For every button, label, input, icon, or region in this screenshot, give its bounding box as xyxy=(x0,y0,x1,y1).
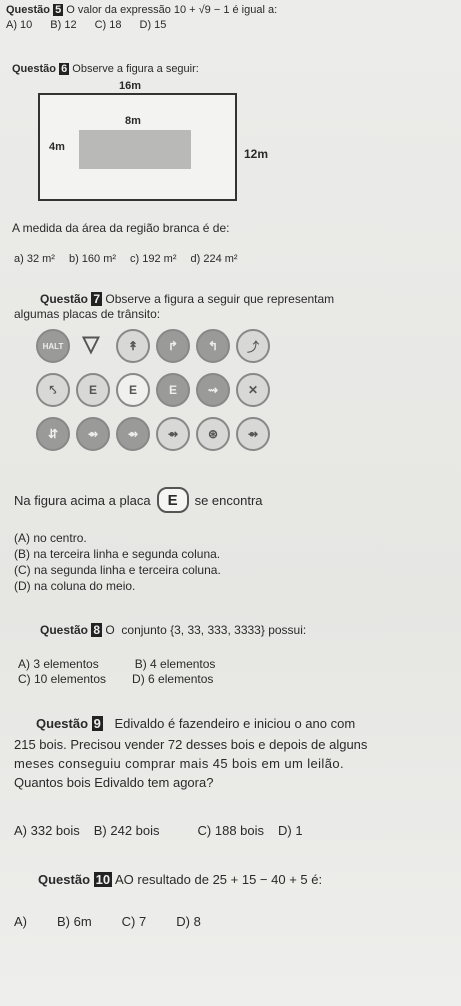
q10-option-b[interactable]: B) 6m xyxy=(57,914,92,929)
sign-r2-6: ✕ xyxy=(236,373,270,407)
question-7-sentence xyxy=(14,487,263,513)
q9-option-a[interactable]: A) 332 bois xyxy=(14,823,80,838)
q6-option-d[interactable]: d) 224 m² xyxy=(190,253,238,265)
q10-option-c[interactable]: C) 7 xyxy=(121,914,147,929)
sign-r3-6: ⇴ xyxy=(236,417,270,451)
question-9-text-2: 215 bois. Precisou vender 72 desses bois e depois de alguns xyxy=(14,737,368,752)
q8-option-c[interactable]: C) 10 elementos xyxy=(18,672,107,686)
question-10 xyxy=(38,872,322,887)
q9-option-d[interactable]: D) 1 xyxy=(278,823,303,838)
sign-r2-3-e: E xyxy=(116,373,150,407)
q7-option-b[interactable]: (B) na terceira linha e segunda coluna. xyxy=(14,547,221,561)
question-8-text: O conjunto {3, 33, 333, 3333} possui: xyxy=(105,623,307,637)
question-10-text: AO resultado de 25 + 15 − 40 + 5 é: xyxy=(115,872,323,887)
sign-r2-4: E xyxy=(156,373,190,407)
q7-sentence-after: se encontra xyxy=(194,492,263,508)
question-8-prefix: Questão xyxy=(40,623,89,637)
question-6 xyxy=(12,63,199,75)
sign-r1-4: ↱ xyxy=(156,329,190,363)
q7-option-a[interactable]: (A) no centro. xyxy=(14,531,87,545)
question-7-text-2: algumas placas de trânsito: xyxy=(14,307,161,321)
question-7-prefix: Questão xyxy=(40,292,89,306)
question-6-text: Observe a figura a seguir: xyxy=(72,63,199,75)
sign-r3-2: ⇴ xyxy=(76,417,110,451)
sign-r2-5: ⇝ xyxy=(196,373,230,407)
question-10-number: 10 xyxy=(95,872,111,887)
fig-label-left: 4m xyxy=(49,141,65,153)
q8-option-a[interactable]: A) 3 elementos xyxy=(18,657,99,671)
q9-option-c[interactable]: C) 188 bois xyxy=(197,823,265,838)
question-10-options xyxy=(14,914,201,929)
question-8 xyxy=(40,623,306,637)
question-5 xyxy=(6,4,277,16)
q6-option-b[interactable]: b) 160 m² xyxy=(68,253,117,265)
question-9-options xyxy=(14,823,303,838)
sign-r3-5: ⊛ xyxy=(196,417,230,451)
q5-option-b[interactable]: B) 12 xyxy=(50,19,77,31)
question-7-options xyxy=(14,530,221,594)
question-7-text: Observe a figura a seguir que representam xyxy=(105,292,335,306)
q5-option-c[interactable]: C) 18 xyxy=(94,19,122,31)
question-9-number: 9 xyxy=(93,716,101,731)
sign-r1-3: ↟ xyxy=(116,329,150,363)
sign-yield-triangle: ▽ xyxy=(82,331,100,356)
question-6-options xyxy=(14,253,238,265)
q8-option-d[interactable]: D) 6 elementos xyxy=(132,672,214,686)
question-9-text-4: Quantos bois Edivaldo tem agora? xyxy=(14,775,214,790)
question-6-number: 6 xyxy=(61,63,68,75)
question-5-options xyxy=(6,19,166,31)
sign-r1-6: ⤴ xyxy=(236,329,270,363)
question-9-text-1: Edivaldo é fazendeiro e iniciou o ano com xyxy=(114,716,356,731)
question-7-number: 7 xyxy=(93,292,101,306)
q7-option-c[interactable]: (C) na segunda linha e terceira coluna. xyxy=(14,563,221,577)
question-8-options xyxy=(18,657,215,687)
sign-r3-3: ⇴ xyxy=(116,417,150,451)
q6-option-a[interactable]: a) 32 m² xyxy=(14,253,55,265)
q8-option-b[interactable]: B) 4 elementos xyxy=(134,657,216,671)
question-5-text: O valor da expressão 10 + √9 − 1 é igual a: xyxy=(66,4,278,16)
question-6-prefix: Questão xyxy=(12,63,57,75)
q10-option-d[interactable]: D) 8 xyxy=(176,914,201,929)
fig-label-top: 16m xyxy=(119,80,142,92)
fig-label-inner: 8m xyxy=(125,115,141,127)
fig-label-right: 12m xyxy=(244,147,269,161)
question-5-number: 5 xyxy=(55,4,62,16)
inline-sign-e: E xyxy=(157,487,189,513)
sign-halt: HALT xyxy=(36,329,70,363)
sign-r2-1: ⤣ xyxy=(36,373,70,407)
sign-r1-5: ↰ xyxy=(196,329,230,363)
q5-option-d[interactable]: D) 15 xyxy=(139,19,167,31)
q6-option-c[interactable]: c) 192 m² xyxy=(130,253,177,265)
sign-r3-1: ⇵ xyxy=(36,417,70,451)
question-9-body xyxy=(14,735,367,792)
q9-option-b[interactable]: B) 242 bois xyxy=(93,823,160,838)
gray-inner-rectangle xyxy=(79,130,191,169)
question-7 xyxy=(40,292,334,306)
sign-r3-4: ⇴ xyxy=(156,417,190,451)
q7-sentence-before: Na figura acima a placa xyxy=(14,492,151,508)
q5-option-a[interactable]: A) 10 xyxy=(6,19,33,31)
question-10-prefix: Questão xyxy=(38,872,91,887)
question-9-prefix: Questão xyxy=(36,716,89,731)
q10-option-a[interactable]: A) xyxy=(14,914,27,929)
question-9 xyxy=(36,716,355,731)
question-9-text-3: meses conseguiu comprar mais 45 bois em um leilão. xyxy=(14,756,344,771)
question-6-question: A medida da área da região branca é de: xyxy=(12,221,230,235)
question-8-number: 8 xyxy=(93,623,101,637)
question-5-prefix: Questão xyxy=(6,4,51,16)
q7-option-d[interactable]: (D) na coluna do meio. xyxy=(14,579,136,593)
sign-r2-2: E xyxy=(76,373,110,407)
